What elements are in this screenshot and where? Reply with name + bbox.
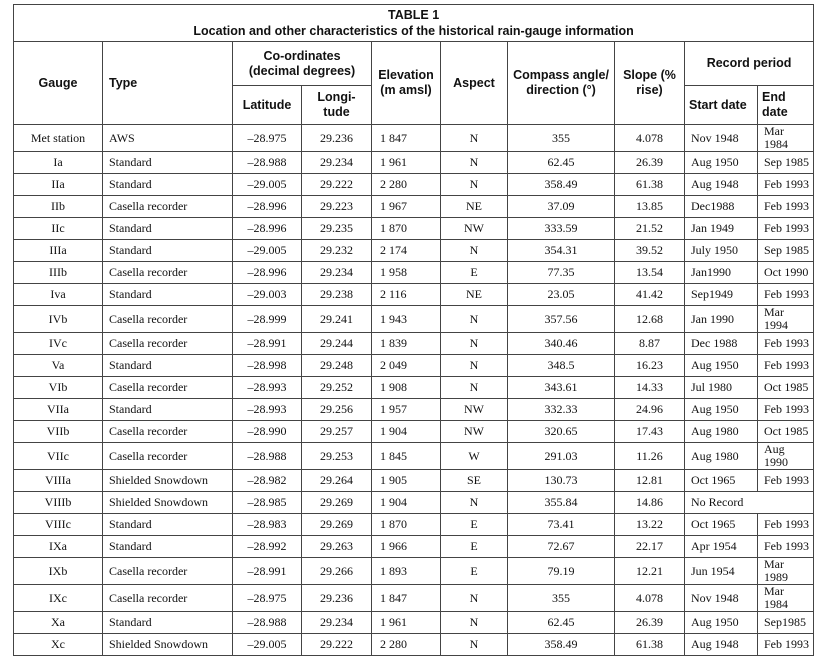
cell-aspect: N [441,152,508,174]
header-compass: Compass angle/ direction (°) [508,42,615,125]
table-row [14,284,814,306]
cell-compass: 23.05 [508,284,615,306]
cell-elevation: 1 847 [372,585,441,612]
cell-longitude: 29.234 [302,152,372,174]
cell-gauge: IIa [14,174,103,196]
cell-end-date: Feb 1993 [758,634,814,656]
cell-gauge: VIIIb [14,492,103,514]
cell-gauge: Xc [14,634,103,656]
cell-compass: 357.56 [508,306,615,333]
cell-end-date: Sep1985 [758,612,814,634]
table-row [14,612,814,634]
cell-no-record: No Record [685,492,814,514]
cell-latitude: –29.005 [233,634,302,656]
cell-end-date: Feb 1993 [758,174,814,196]
cell-longitude: 29.234 [302,262,372,284]
cell-latitude: –28.996 [233,196,302,218]
cell-start-date: Sep1949 [685,284,758,306]
cell-slope: 22.17 [615,536,685,558]
cell-slope: 12.68 [615,306,685,333]
cell-slope: 4.078 [615,585,685,612]
cell-aspect: W [441,443,508,470]
cell-latitude: –28.993 [233,399,302,421]
cell-slope: 13.85 [615,196,685,218]
cell-longitude: 29.238 [302,284,372,306]
cell-type: Standard [103,152,233,174]
cell-slope: 14.33 [615,377,685,399]
cell-start-date: Jan 1990 [685,306,758,333]
cell-gauge: IIc [14,218,103,240]
header-slope: Slope (% rise) [615,42,685,125]
cell-compass: 333.59 [508,218,615,240]
cell-longitude: 29.223 [302,196,372,218]
cell-aspect: N [441,492,508,514]
cell-elevation: 1 966 [372,536,441,558]
table-row [14,262,814,284]
cell-latitude: –29.005 [233,240,302,262]
cell-slope: 14.86 [615,492,685,514]
cell-elevation: 1 847 [372,125,441,152]
cell-elevation: 2 280 [372,174,441,196]
cell-longitude: 29.269 [302,514,372,536]
cell-latitude: –29.005 [233,174,302,196]
cell-latitude: –28.991 [233,558,302,585]
cell-start-date: July 1950 [685,240,758,262]
table-row [14,196,814,218]
cell-aspect: N [441,333,508,355]
cell-latitude: –28.975 [233,125,302,152]
header-gauge: Gauge [14,42,103,125]
header-end-date: End date [758,86,814,125]
cell-gauge: Ia [14,152,103,174]
table-row [14,634,814,656]
cell-latitude: –28.988 [233,443,302,470]
cell-latitude: –28.992 [233,536,302,558]
cell-compass: 62.45 [508,152,615,174]
cell-start-date: Aug 1948 [685,634,758,656]
table-row [14,125,814,152]
cell-gauge: Va [14,355,103,377]
cell-gauge: IIb [14,196,103,218]
cell-type: Casella recorder [103,585,233,612]
cell-start-date: Dec 1988 [685,333,758,355]
cell-elevation: 2 280 [372,634,441,656]
cell-start-date: Aug 1950 [685,152,758,174]
cell-end-date: Feb 1993 [758,333,814,355]
cell-aspect: N [441,355,508,377]
cell-longitude: 29.236 [302,585,372,612]
cell-start-date: Aug 1980 [685,443,758,470]
cell-compass: 355 [508,585,615,612]
cell-compass: 355 [508,125,615,152]
cell-longitude: 29.236 [302,125,372,152]
cell-elevation: 1 839 [372,333,441,355]
cell-elevation: 1 961 [372,152,441,174]
table-caption: Location and other characteristics of the historical rain-gauge information [193,24,634,38]
cell-slope: 61.38 [615,174,685,196]
cell-elevation: 1 958 [372,262,441,284]
cell-aspect: N [441,174,508,196]
cell-end-date: Mar 1989 [758,558,814,585]
cell-longitude: 29.257 [302,421,372,443]
cell-start-date: Jan1990 [685,262,758,284]
cell-gauge: IXa [14,536,103,558]
cell-longitude: 29.264 [302,470,372,492]
cell-compass: 355.84 [508,492,615,514]
cell-start-date: Aug 1950 [685,355,758,377]
cell-start-date: Apr 1954 [685,536,758,558]
cell-slope: 17.43 [615,421,685,443]
cell-gauge: IIIa [14,240,103,262]
cell-longitude: 29.241 [302,306,372,333]
cell-latitude: –28.983 [233,514,302,536]
table-row [14,536,814,558]
cell-type: Shielded Snowdown [103,492,233,514]
cell-aspect: NE [441,284,508,306]
cell-end-date: Feb 1993 [758,470,814,492]
cell-elevation: 1 870 [372,218,441,240]
cell-latitude: –28.988 [233,152,302,174]
cell-compass: 354.31 [508,240,615,262]
cell-compass: 77.35 [508,262,615,284]
cell-slope: 13.22 [615,514,685,536]
cell-start-date: Jun 1954 [685,558,758,585]
cell-gauge: VIb [14,377,103,399]
cell-type: Standard [103,355,233,377]
cell-start-date: Oct 1965 [685,514,758,536]
cell-type: Standard [103,612,233,634]
table-title [14,5,814,42]
cell-elevation: 1 967 [372,196,441,218]
cell-start-date: Aug 1950 [685,612,758,634]
header-type: Type [103,42,233,125]
table-row [14,355,814,377]
cell-end-date: Feb 1993 [758,514,814,536]
cell-end-date: Oct 1990 [758,262,814,284]
table-row [14,152,814,174]
cell-aspect: SE [441,470,508,492]
cell-gauge: IIIb [14,262,103,284]
cell-longitude: 29.256 [302,399,372,421]
cell-aspect: N [441,634,508,656]
cell-type: Standard [103,240,233,262]
cell-longitude: 29.222 [302,634,372,656]
table-row [14,421,814,443]
cell-type: Standard [103,284,233,306]
header-row-1 [14,42,814,86]
cell-longitude: 29.266 [302,558,372,585]
cell-latitude: –28.999 [233,306,302,333]
cell-longitude: 29.252 [302,377,372,399]
cell-gauge: IXb [14,558,103,585]
cell-longitude: 29.248 [302,355,372,377]
cell-elevation: 2 116 [372,284,441,306]
cell-start-date: Dec1988 [685,196,758,218]
cell-longitude: 29.222 [302,174,372,196]
cell-end-date: Oct 1985 [758,377,814,399]
cell-slope: 41.42 [615,284,685,306]
cell-gauge: Iva [14,284,103,306]
cell-latitude: –28.993 [233,377,302,399]
table-row [14,492,814,514]
cell-end-date: Mar 1984 [758,125,814,152]
header-aspect: Aspect [441,42,508,125]
cell-slope: 26.39 [615,612,685,634]
cell-latitude: –29.003 [233,284,302,306]
table-head [14,5,814,125]
cell-compass: 130.73 [508,470,615,492]
cell-gauge: VIIIc [14,514,103,536]
cell-slope: 12.81 [615,470,685,492]
cell-type: Casella recorder [103,262,233,284]
cell-slope: 4.078 [615,125,685,152]
cell-slope: 16.23 [615,355,685,377]
cell-longitude: 29.244 [302,333,372,355]
cell-aspect: N [441,377,508,399]
cell-latitude: –28.988 [233,612,302,634]
cell-compass: 340.46 [508,333,615,355]
table-row [14,558,814,585]
cell-start-date: Aug 1948 [685,174,758,196]
cell-type: Casella recorder [103,421,233,443]
cell-aspect: E [441,536,508,558]
rain-gauge-table [13,4,814,656]
cell-type: Casella recorder [103,196,233,218]
cell-end-date: Feb 1993 [758,218,814,240]
cell-type: Casella recorder [103,333,233,355]
cell-latitude: –28.996 [233,218,302,240]
cell-compass: 62.45 [508,612,615,634]
cell-gauge: Xa [14,612,103,634]
cell-aspect: N [441,125,508,152]
cell-latitude: –28.991 [233,333,302,355]
cell-elevation: 1 905 [372,470,441,492]
cell-elevation: 1 904 [372,492,441,514]
table-label: TABLE 1 [387,8,440,22]
cell-start-date: Oct 1965 [685,470,758,492]
cell-aspect: N [441,306,508,333]
cell-aspect: E [441,558,508,585]
cell-compass: 358.49 [508,634,615,656]
cell-type: Standard [103,218,233,240]
cell-gauge: VIIc [14,443,103,470]
cell-end-date: Feb 1993 [758,196,814,218]
cell-longitude: 29.235 [302,218,372,240]
table-row [14,585,814,612]
cell-compass: 358.49 [508,174,615,196]
table-row [14,377,814,399]
cell-aspect: NE [441,196,508,218]
cell-elevation: 1 957 [372,399,441,421]
cell-start-date: Nov 1948 [685,585,758,612]
cell-compass: 348.5 [508,355,615,377]
cell-type: Casella recorder [103,443,233,470]
cell-latitude: –28.990 [233,421,302,443]
cell-start-date: Aug 1980 [685,421,758,443]
cell-longitude: 29.234 [302,612,372,634]
cell-elevation: 2 049 [372,355,441,377]
table-row [14,443,814,470]
cell-slope: 11.26 [615,443,685,470]
header-coordinates: Co-ordinates (decimal degrees) [233,42,372,86]
cell-type: Standard [103,399,233,421]
cell-type: Shielded Snowdown [103,634,233,656]
cell-longitude: 29.232 [302,240,372,262]
cell-compass: 72.67 [508,536,615,558]
cell-elevation: 1 943 [372,306,441,333]
cell-end-date: Sep 1985 [758,240,814,262]
cell-longitude: 29.269 [302,492,372,514]
table-row [14,174,814,196]
header-longitude: Longi-tude [302,86,372,125]
cell-compass: 37.09 [508,196,615,218]
cell-elevation: 1 893 [372,558,441,585]
cell-type: Casella recorder [103,558,233,585]
cell-type: Casella recorder [103,377,233,399]
cell-gauge: IXc [14,585,103,612]
cell-compass: 320.65 [508,421,615,443]
cell-aspect: NW [441,218,508,240]
title-row [14,5,814,42]
cell-start-date: Nov 1948 [685,125,758,152]
cell-type: Shielded Snowdown [103,470,233,492]
cell-latitude: –28.982 [233,470,302,492]
cell-elevation: 1 961 [372,612,441,634]
table-row [14,240,814,262]
cell-gauge: Met station [14,125,103,152]
header-latitude: Latitude [233,86,302,125]
cell-end-date: Aug 1990 [758,443,814,470]
cell-longitude: 29.263 [302,536,372,558]
cell-latitude: –28.996 [233,262,302,284]
cell-end-date: Feb 1993 [758,536,814,558]
cell-aspect: NW [441,421,508,443]
cell-elevation: 1 908 [372,377,441,399]
cell-gauge: IVc [14,333,103,355]
cell-end-date: Sep 1985 [758,152,814,174]
cell-type: Standard [103,536,233,558]
cell-slope: 13.54 [615,262,685,284]
cell-aspect: N [441,240,508,262]
cell-elevation: 1 845 [372,443,441,470]
cell-slope: 24.96 [615,399,685,421]
table-row [14,306,814,333]
cell-compass: 332.33 [508,399,615,421]
cell-slope: 26.39 [615,152,685,174]
cell-slope: 12.21 [615,558,685,585]
cell-type: AWS [103,125,233,152]
cell-gauge: VIIb [14,421,103,443]
cell-slope: 61.38 [615,634,685,656]
cell-aspect: E [441,262,508,284]
cell-aspect: E [441,514,508,536]
cell-aspect: N [441,585,508,612]
cell-start-date: Aug 1950 [685,399,758,421]
table-body [14,125,814,656]
cell-end-date: Mar 1984 [758,585,814,612]
header-record-period: Record period [685,42,814,86]
cell-latitude: –28.998 [233,355,302,377]
cell-start-date: Jan 1949 [685,218,758,240]
cell-end-date: Oct 1985 [758,421,814,443]
cell-compass: 73.41 [508,514,615,536]
cell-latitude: –28.985 [233,492,302,514]
cell-end-date: Feb 1993 [758,399,814,421]
header-start-date: Start date [685,86,758,125]
cell-longitude: 29.253 [302,443,372,470]
cell-end-date: Feb 1993 [758,284,814,306]
table-row [14,470,814,492]
table-row [14,218,814,240]
cell-slope: 8.87 [615,333,685,355]
cell-end-date: Mar 1994 [758,306,814,333]
cell-aspect: NW [441,399,508,421]
table-row [14,333,814,355]
cell-elevation: 2 174 [372,240,441,262]
cell-compass: 291.03 [508,443,615,470]
cell-type: Standard [103,174,233,196]
cell-type: Standard [103,514,233,536]
cell-gauge: VIIIa [14,470,103,492]
cell-gauge: IVb [14,306,103,333]
cell-slope: 39.52 [615,240,685,262]
cell-start-date: Jul 1980 [685,377,758,399]
cell-compass: 343.61 [508,377,615,399]
cell-compass: 79.19 [508,558,615,585]
cell-slope: 21.52 [615,218,685,240]
cell-end-date: Feb 1993 [758,355,814,377]
cell-elevation: 1 904 [372,421,441,443]
table-row [14,514,814,536]
cell-aspect: N [441,612,508,634]
cell-gauge: VIIa [14,399,103,421]
cell-type: Casella recorder [103,306,233,333]
table-row [14,399,814,421]
cell-latitude: –28.975 [233,585,302,612]
cell-elevation: 1 870 [372,514,441,536]
header-elevation: Elevation (m amsl) [372,42,441,125]
